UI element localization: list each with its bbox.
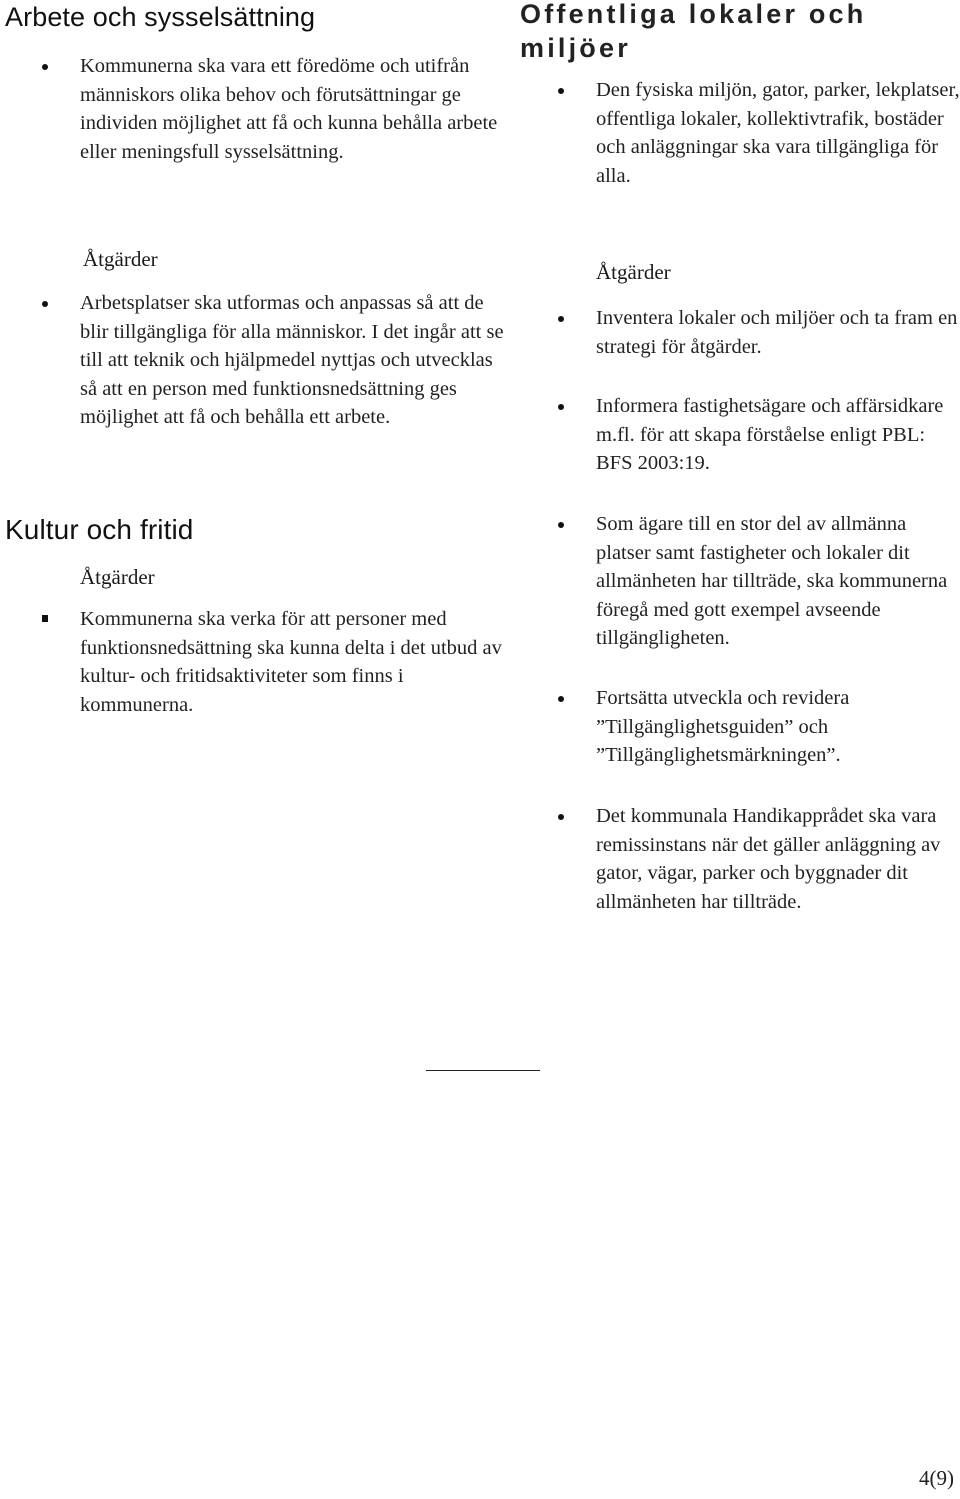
page-number: 4(9) <box>919 1466 954 1490</box>
list-item: Informera fastighetsägare och affärsidkare m.fl. för att skapa förståelse enligt PBL: BFS 2003:19. <box>596 395 944 474</box>
section-heading-employment: Arbete och sysselsättning <box>5 2 316 32</box>
list-item: Som ägare till en stor del av allmänna platser samt fastigheter och lokaler dit allmänheten har tillträde, ska kommunerna föregå med gott exempel avseende tillgängligheten. <box>596 513 948 649</box>
footnote-rule <box>426 1070 540 1071</box>
measures-label: Åtgärder <box>83 247 158 271</box>
section-heading-premises: Offentliga lokaler och miljöer <box>520 0 867 63</box>
list-item: Fortsätta utveckla och revidera ”Tillgänglighetsguiden” och ”Tillgänglighetsmärkningen”. <box>596 687 850 766</box>
list-item: Det kommunala Handikapprådet ska vara remissinstans när det gäller anläggning av gator, vägar, parker och byggnader dit allmänheten har tillträde. <box>596 805 941 913</box>
list-item: Arbetsplatser ska utformas och anpassas så att de blir tillgängliga för alla människor. I det ingår att se till att teknik och hjälpmedel nyttjas och utvecklas så att en person med funktionsnedsättning ges möjlighet att få och behålla ett arbete. <box>80 292 504 428</box>
measures-label: Åtgärder <box>80 565 155 589</box>
list-item: Den fysiska miljön, gator, parker, lekplatser, offentliga lokaler, kollektivtrafik, bostäder och anläggningar ska vara tillgängliga för alla. <box>596 79 960 187</box>
measures-label: Åtgärder <box>596 260 671 284</box>
list-item: Kommunerna ska verka för att personer med funktionsnedsättning ska kunna delta i det utbud av kultur- och fritidsaktiviteter som finns i kommunerna. <box>80 608 502 716</box>
section-heading-culture: Kultur och fritid <box>5 514 194 545</box>
list-item: Inventera lokaler och miljöer och ta fram en strategi för åtgärder. <box>596 307 958 358</box>
list-item: Kommunerna ska vara ett föredöme och utifrån människors olika behov och förutsättningar ge individen möjlighet att få och kunna behålla arbete eller meningsfull sysselsättning. <box>80 55 498 163</box>
